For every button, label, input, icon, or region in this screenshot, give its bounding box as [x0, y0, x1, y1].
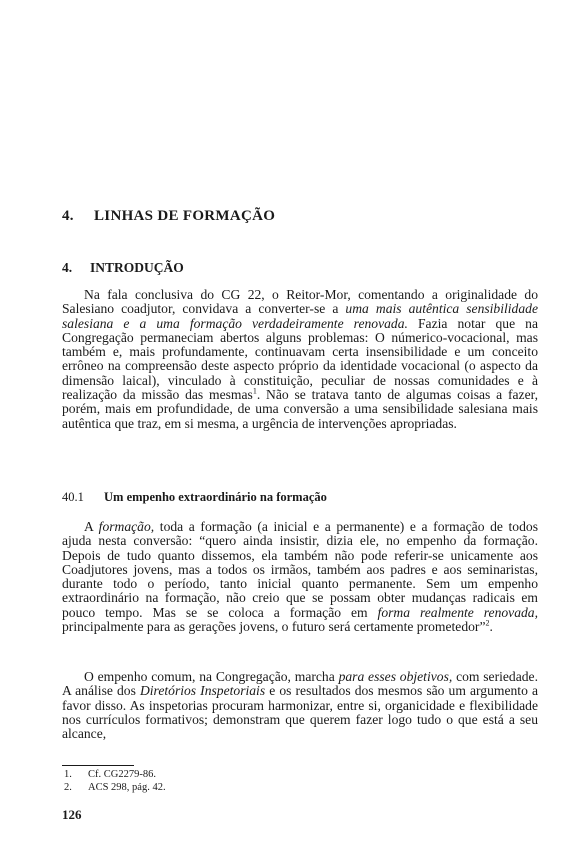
chapter-title: LINHAS DE FORMAÇÃO — [94, 208, 276, 224]
section-heading — [62, 260, 184, 276]
paragraph-formation — [62, 520, 538, 634]
footnote-divider — [62, 765, 134, 766]
emphasis-text: forma realmente renovada, — [377, 604, 538, 620]
paragraph-text: com seriedade. A análise dos — [62, 669, 538, 699]
emphasis-text: Diretórios Inspetoriais — [139, 683, 266, 699]
paragraph-text: toda a formação (a inicial e a permanente) e a formação de todos ajuda nesta conversão: “quero ainda insistir, dizia ele, no empenho da formação. Depois de tudo quanto dissemos, ela também não pode referir-se unicamente aos Coadjutores jovens, mas a todos os irmãos, também aos padres e aos seminaristas, durante todo o período, tanto inicial quanto permanente. Sem um empenho extraordinário na formação, não creio que se possam obter mudanças radicais em pouco tempo. Mas se se coloca a formação em — [62, 519, 538, 620]
subsection-title: Um empenho extraordinário na formação — [104, 490, 327, 504]
subsection-heading — [62, 490, 327, 505]
paragraph-text: Fazia notar que na Congregação permaneciam abertos alguns problemas: O númerico-vocacional, mas também e, mais profundamente, continuavam certa insensibilidade e um conceito errôneo na compreensão deste aspecto próprio da identidade vocacional (o aspecto da dimensão laical), vinculado à constituição, peculiar de nossas comunidades e à realização da missão das mesmas — [62, 315, 538, 403]
footnote-item — [64, 768, 166, 781]
paragraph-text: A — [84, 519, 99, 534]
paragraph-text: O empenho comum, na Congregação, marcha — [84, 669, 339, 684]
footnote-item — [64, 781, 166, 794]
paragraph-text: . Não se tratava tanto de algumas coisas a fazer, porém, mais em profundidade, de uma conversão a uma sensibilidade salesiana mais autêntica que traz, em si mesma, a urgência de intervenções apropriadas. — [62, 387, 538, 431]
emphasis-text: uma mais autêntica sensibilidade salesiana e a uma formação verdadeiramente renovada. — [62, 301, 538, 331]
paragraph-common-effort — [62, 670, 538, 741]
footnote-ref: 2 — [485, 618, 490, 628]
chapter-heading — [62, 208, 275, 225]
footnote-ref: 1 — [252, 386, 257, 396]
section-number: 4. — [62, 260, 73, 275]
emphasis-text: formação, — [98, 519, 155, 534]
footnote-number: 1. — [64, 769, 72, 780]
footnotes — [64, 768, 166, 794]
chapter-number: 4. — [62, 208, 74, 224]
paragraph-introduction — [62, 288, 538, 431]
paragraph-text: e os resultados dos mesmos são um argumento a favor disso. As inspetorias procuram harmonizar, entre si, organicidade e flexibilidade nos currículos formativos; demonstram que querem fazer logo tudo o que está a seu alcance, — [62, 683, 538, 742]
paragraph-text: principalmente para as gerações jovens, o futuro será certamente prometedor” — [62, 619, 486, 635]
paragraph-text: . — [489, 619, 493, 635]
paragraph-text: Na fala conclusiva do CG 22, o Reitor-Mor, comentando a originalidade do Salesiano coadjutor, convidava a converter-se a — [62, 287, 538, 317]
page-number: 126 — [62, 807, 82, 822]
section-title: INTRODUÇÃO — [90, 260, 184, 275]
footnote-text: ACS 298, pág. 42. — [88, 782, 166, 793]
subsection-number: 40.1 — [62, 490, 84, 504]
emphasis-text: para esses objetivos, — [338, 669, 453, 684]
footnote-number: 2. — [64, 782, 72, 793]
footnote-text: Cf. CG2279-86. — [88, 769, 156, 780]
